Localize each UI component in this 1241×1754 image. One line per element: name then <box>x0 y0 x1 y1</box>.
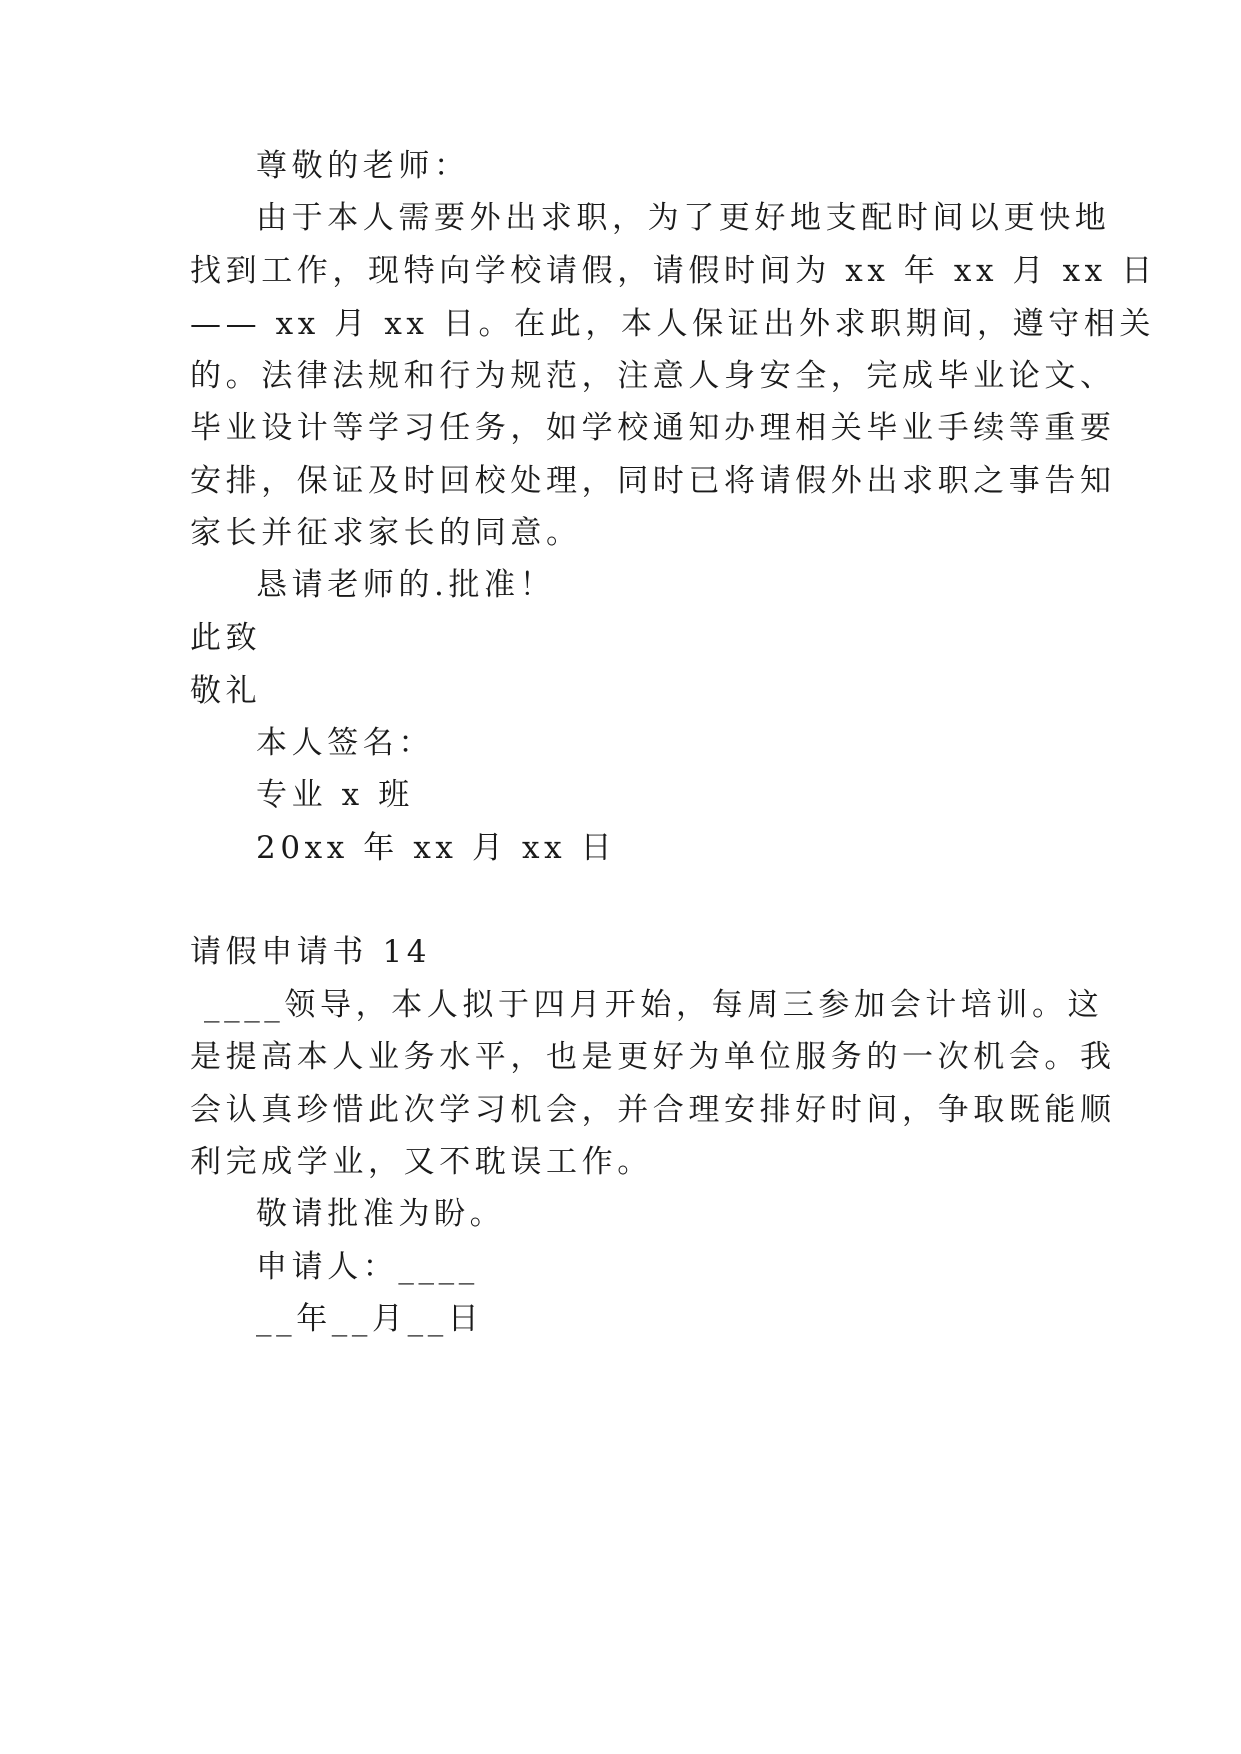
letter2-title: 请假申请书 14 <box>190 934 432 970</box>
letter1-body-line-1: 由于本人需要外出求职，为了更好地支配时间以更快地 <box>256 200 1111 236</box>
letter1-date: 20xx 年 xx 月 xx 日 <box>256 830 617 866</box>
letter2-body-line-2: 是提高本人业务水平，也是更好为单位服务的一次机会。我 <box>190 1039 1116 1075</box>
letter2-body-line-1: ____领导，本人拟于四月开始，每周三参加会计培训。这 <box>204 987 1104 1023</box>
letter2-request: 敬请批准为盼。 <box>256 1196 506 1232</box>
letter2-applicant: 申请人：____ <box>256 1249 479 1285</box>
letter1-body-line-6: 安排，保证及时回校处理，同时已将请假外出求职之事告知 <box>190 463 1116 499</box>
letter1-body-line-4: 的。法律法规和行为规范，注意人身安全，完成毕业论文、 <box>190 358 1116 394</box>
letter1-body-line-7: 家长并征求家长的同意。 <box>190 515 582 551</box>
letter1-salutation: 尊敬的老师： <box>256 148 470 184</box>
letter1-body-line-2: 找到工作，现特向学校请假，请假时间为 xx 年 xx 月 xx 日 <box>190 253 1157 289</box>
letter1-class: 专业 x 班 <box>256 777 414 813</box>
letter2-body-line-3: 会认真珍惜此次学习机会，并合理安排好时间，争取既能顺 <box>190 1092 1116 1128</box>
letter2-body-line-4: 利完成学业，又不耽误工作。 <box>190 1144 653 1180</box>
letter1-signature: 本人签名： <box>256 725 434 761</box>
letter1-closing-jingli: 敬礼 <box>190 673 262 709</box>
letter1-body-line-3: —— xx 月 xx 日。在此，本人保证出外求职期间，遵守相关 <box>190 306 1155 342</box>
letter1-body-line-5: 毕业设计等学习任务，如学校通知办理相关毕业手续等重要 <box>190 410 1116 446</box>
letter1-closing-cizhi: 此致 <box>190 620 262 656</box>
letter1-request: 恳请老师的.批准！ <box>256 567 556 603</box>
letter2-date: __年__月__日 <box>256 1301 484 1337</box>
